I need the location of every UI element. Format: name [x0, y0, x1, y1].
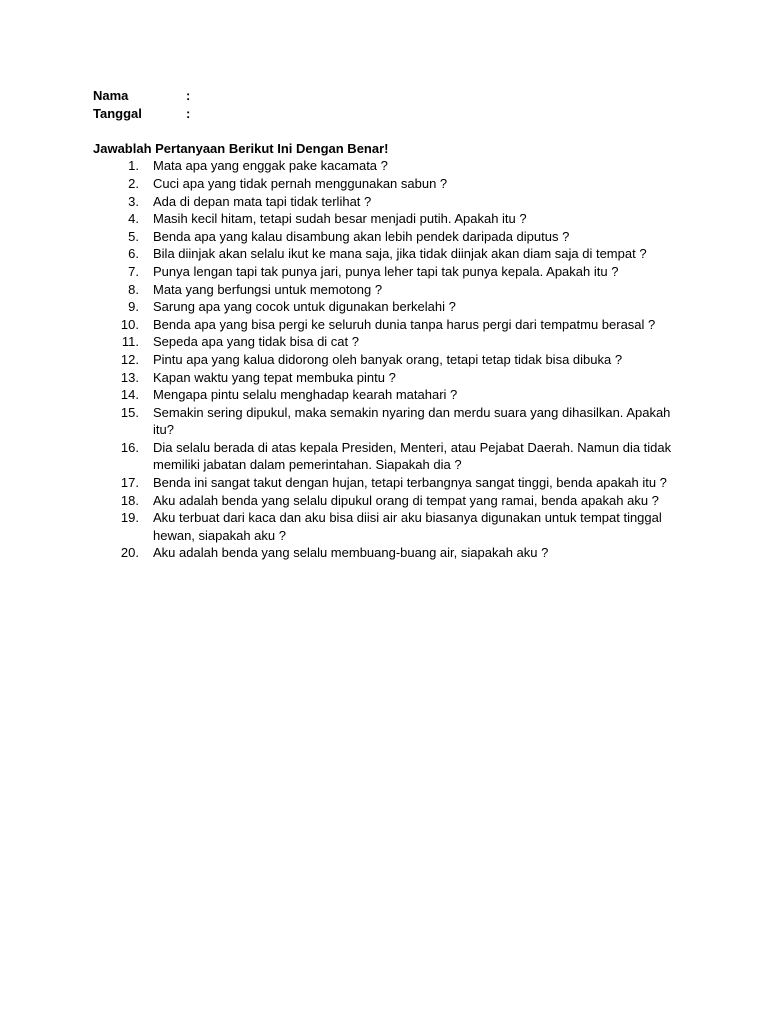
question-gap [139, 316, 153, 334]
question-text: Sarung apa yang cocok untuk digunakan berkelahi ? [153, 299, 456, 315]
question-gap [139, 228, 153, 246]
question-number: 10. [120, 316, 139, 332]
question-item [93, 210, 693, 228]
question-text: Mengapa pintu selalu menghadap kearah matahari ? [153, 387, 458, 403]
nama-value [200, 87, 693, 105]
question-number: 17. [120, 475, 139, 491]
question-gap [139, 351, 153, 369]
nama-field [93, 87, 693, 105]
question-item [93, 298, 693, 316]
question-gap [139, 193, 153, 211]
question-gap [139, 333, 153, 351]
question-text: Ada di depan mata tapi tidak terlihat ? [153, 193, 372, 209]
question-number: 6. [128, 246, 139, 262]
question-number: 1. [128, 158, 139, 174]
question-gap [139, 157, 153, 175]
question-item [93, 175, 693, 193]
question-gap [139, 369, 153, 387]
question-item [93, 369, 693, 387]
question-gap [139, 492, 153, 510]
spacer [93, 122, 693, 140]
question-item [93, 351, 693, 369]
question-item [93, 386, 693, 404]
tanggal-colon: : [186, 105, 191, 121]
question-gap [139, 404, 153, 439]
question-text: Mata yang berfungsi untuk memotong ? [153, 281, 383, 297]
question-text: Sepeda apa yang tidak bisa di cat ? [153, 334, 359, 350]
question-item [93, 333, 693, 351]
question-number: 4. [128, 211, 139, 227]
question-number: 12. [120, 351, 139, 367]
question-text: Aku adalah benda yang selalu membuang-buang air, siapakah aku ? [153, 545, 549, 561]
question-item [93, 281, 693, 299]
question-number: 14. [120, 387, 139, 403]
question-gap [139, 544, 153, 562]
nama-colon: : [186, 88, 191, 103]
question-item [93, 492, 693, 510]
question-text: Benda apa yang kalau disambung akan lebih pendek daripada diputus ? [153, 228, 570, 244]
tanggal-field [93, 105, 693, 123]
question-item [93, 228, 693, 246]
question-text: Aku adalah benda yang selalu dipukul orang di tempat yang ramai, benda apakah aku ? [153, 492, 659, 508]
question-gap [139, 210, 153, 228]
instruction-heading: Jawablah Pertanyaan Berikut Ini Dengan Benar! [93, 140, 389, 156]
question-gap [139, 245, 153, 263]
question-number: 20. [120, 545, 139, 561]
worksheet-content [93, 87, 693, 562]
question-item [93, 316, 693, 334]
question-text: Cuci apa yang tidak pernah menggunakan sabun ? [153, 175, 448, 191]
question-number: 13. [120, 369, 139, 385]
question-item [93, 193, 693, 211]
question-item [93, 157, 693, 175]
question-number: 11. [121, 334, 139, 350]
question-number: 19. [120, 510, 139, 526]
question-text: Pintu apa yang kalua didorong oleh banyak orang, tetapi tetap tidak bisa dibuka ? [153, 351, 623, 367]
question-gap [139, 474, 153, 492]
question-gap [139, 439, 153, 474]
question-item [93, 245, 693, 263]
question-number: 8. [128, 281, 139, 297]
question-gap [139, 263, 153, 281]
question-number: 3. [128, 193, 139, 209]
question-text: Aku terbuat dari kaca dan aku bisa diisi air aku biasanya digunakan untuk tempat tinggal hewan, siapakah aku ? [153, 510, 662, 543]
question-list [93, 157, 693, 562]
question-number: 7. [128, 263, 139, 279]
question-gap [139, 509, 153, 544]
question-item [93, 474, 693, 492]
question-number: 18. [120, 492, 139, 508]
question-text: Mata apa yang enggak pake kacamata ? [153, 158, 388, 174]
question-number: 15. [120, 404, 139, 420]
nama-label: Nama [93, 88, 129, 103]
question-text: Masih kecil hitam, tetapi sudah besar menjadi putih. Apakah itu ? [153, 211, 527, 227]
question-item [93, 404, 693, 439]
question-gap [139, 281, 153, 299]
question-gap [139, 175, 153, 193]
question-item [93, 544, 693, 562]
question-number: 9. [128, 299, 139, 315]
tanggal-label: Tanggal [93, 105, 142, 121]
question-item [93, 509, 693, 544]
question-text: Dia selalu berada di atas kepala Presiden, Menteri, atau Pejabat Daerah. Namun dia tidak memiliki jabatan dalam pemerintahan. Siapakah dia ? [153, 439, 672, 473]
question-text: Punya lengan tapi tak punya jari, punya leher tapi tak punya kepala. Apakah itu ? [153, 263, 619, 279]
question-text: Benda ini sangat takut dengan hujan, tetapi terbangnya sangat tinggi, benda apakah itu ? [153, 475, 667, 491]
question-number: 16. [120, 439, 139, 455]
question-number: 5. [128, 228, 139, 244]
tanggal-value [200, 105, 693, 123]
question-text: Benda apa yang bisa pergi ke seluruh dunia tanpa harus pergi dari tempatmu berasal ? [153, 316, 656, 332]
question-text: Semakin sering dipukul, maka semakin nyaring dan merdu suara yang dihasilkan. Apakah itu? [153, 404, 671, 438]
question-gap [139, 386, 153, 404]
question-text: Kapan waktu yang tepat membuka pintu ? [153, 369, 396, 385]
question-gap [139, 298, 153, 316]
question-item [93, 263, 693, 281]
question-number: 2. [128, 175, 139, 191]
question-item [93, 439, 693, 474]
question-text: Bila diinjak akan selalu ikut ke mana saja, jika tidak diinjak akan diam saja di tempat ? [153, 246, 647, 262]
